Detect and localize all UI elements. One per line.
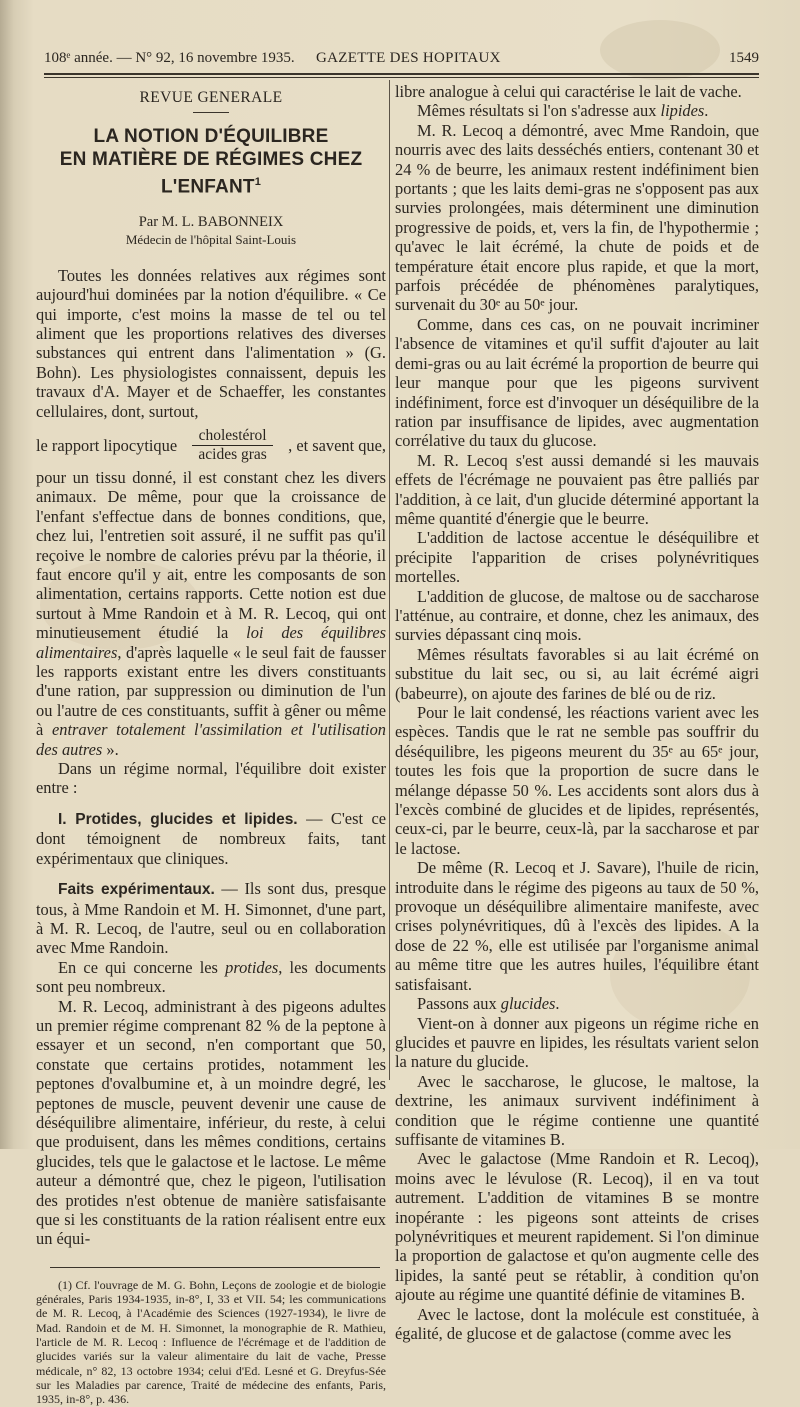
footnote-marker: 1 (254, 176, 262, 189)
lipocytic-ratio-line (36, 427, 386, 464)
running-header (44, 50, 759, 70)
footnote: (1) Cf. l'ouvrage de M. G. Bohn, Leçons de zoologie et de biologie générales, Paris 1934-1935, in-8°, I, 33 et VII. 54; les communications de M. R. Lecoq, à l'Académie des Sciences (1927-1934), le livre de Mad. Randoin et de M. H. Simonnet, la monographie de R. Mathieu, l'article de M. R. Lecoq : Influence de l'écrémage et de l'addition de glucides variés sur la valeur alimentaire du lait de vache, Presse médicale, n° 82, 13 octobre 1934; celui d'Ed. Lesné et G. Dreyfus-Sée sur les Maladies par carence, Traité de médecine des enfants, Paris, 1935, in-8°, p. 436. (36, 1277, 386, 1407)
paragraph: M. R. Lecoq, administrant à des pigeons adultes un premier régime comprenant 82 % de la peptone à essayer et un second, n'en comportant que 50, constate que certains protides, notamment les peptones d'ovalbumine et, à un moindre degré, les peptones de muscle, peuvent devenir une cause de déséquilibre alimentaire, inférieur, du reste, à celui que produisent, dans les mêmes conditions, certains glucides, tels que le galactose et le lactose. Le même auteur a démontré que, chez le pigeon, l'utilisation des protides n'est obtenue de manière satisfaisante que si les constituants de la ration réalisent entre eux un équi- (36, 996, 386, 1249)
emphasis: lipides (660, 101, 705, 121)
ratio-label: le rapport lipocytique (36, 435, 178, 455)
article-title (36, 125, 386, 198)
author-affiliation: Médecin de l'hôpital Saint-Louis (125, 231, 297, 247)
emphasis: loi des équilibres alimentaires (36, 623, 386, 662)
fraction-numerator: cholestérol (198, 426, 267, 444)
header-rule-thin (44, 77, 759, 78)
paragraph: Pour le lait condensé, les réactions varient avec les espèces. Tandis que le rat ne semble pas souffrir du déséquilibre, les pigeons meurent du 35ᵉ au 65ᵉ jour, toutes les fois que la proportion de sucre dans le mélange dépasse 50 %. Les accidents sont alors dus à l'excès combiné de glucides et de lipides, représentés, ceux-ci, par le beurre, ceux-là, par la saccharose et par le lactose. (395, 703, 759, 858)
paragraph: Avec le saccharose, le glucose, le maltose, la dextrine, les animaux survivent indéfiniment à condition que le régime contienne une quantité suffisante de vitamines B. (395, 1071, 759, 1149)
section-rubric: REVUE GENERALE (139, 89, 283, 106)
paragraph: Avec le lactose, dont la molécule est constituée, à égalité, de glucose et de galactose (comme avec les (395, 1304, 759, 1343)
issue-info: 108ᵉ année. — N° 92, 16 novembre 1935. (44, 50, 295, 66)
paragraph: Comme, dans ces cas, on ne pouvait incriminer l'absence de vitamines et qu'il suffit d'ajouter au lait demi-gras ou au lait écrémé la proportion de beurre qui leur manque pour que les pigeons survivent indéfiniment, force est d'invoquer un déséquilibre de la ration par insuffisance de lipides, avec augmentation corrélative du taux du glucose. (395, 314, 759, 451)
spacer (36, 868, 386, 879)
title-line-2 (36, 148, 386, 198)
paragraph: De même (R. Lecoq et J. Savare), l'huile de ricin, introduite dans le régime des pigeons au taux de 50 %, provoque un déséquilibre alimentaire manifeste, avec crises polynévritiques, dû à l'excès des lipides. A la dose de 22 %, elle est utilisée par l'organisme animal au même titre que les autres huiles, l'équilibre étant satisfaisant. (395, 858, 759, 994)
paragraph: L'addition de lactose accentue le déséquilibre et précipite l'apparition de crises polynévritiques mortelles. (395, 528, 759, 587)
paragraph: Vient-on à donner aux pigeons un régime riche en glucides et pauvre en lipides, les résultats varient selon la nature du glucide. (395, 1013, 759, 1072)
subsection-paragraph: Faits expérimentaux. — Ils sont dus, presque tous, à Mme Randoin et M. H. Simonnet, d'une part, à M. R. Lecoq, de l'autre, seul ou en collaboration avec Mme Randoin. (36, 879, 386, 958)
left-column (36, 82, 386, 1407)
paragraph: M. R. Lecoq a démontré, avec Mme Randoin, que nourris avec des laits desséchés entiers, contenant 30 et 24 % de beurre, les animaux restent indéfiniment bien portants ; que les laits demi-gras ne s'opposent pas aux survies prolongées, mais déterminent une diminution progressive de poids, et, vers la fin, de l'hypothermie ; qu'avec le lait écrémé, la chute de poids et de température était encore plus rapide, et que la mort, parfois précédée de phénomènes paralytiques, survenait du 30ᵉ au 50ᵉ jour. (395, 120, 759, 315)
emphasis: protides (225, 957, 279, 977)
title-line: LA NOTION D'ÉQUILIBRE (93, 126, 329, 148)
paragraph: Toutes les données relatives aux régimes sont aujourd'hui dominées par la notion d'équilibre. « Ce qui importe, c'est moins la masse de tel ou tel aliment que les proportions relatives des diverses substances qui entrent dans l'alimentation » (G. Bohn). Les physiologistes connaissent, depuis les travaux d'A. Mayer et de Schaeffer, les constantes cellulaires, dont, surtout, (36, 265, 386, 421)
paragraph: Mêmes résultats si l'on s'adresse aux lipides. (417, 101, 709, 121)
footnote-rule (50, 1267, 380, 1268)
header-rule-thick (44, 73, 759, 75)
paragraph: Passons aux glucides. (417, 994, 560, 1014)
page-number: 1549 (729, 50, 759, 66)
title-line: EN MATIÈRE DE RÉGIMES CHEZ L'ENFANT (59, 149, 363, 198)
fraction-denominator: acides gras (192, 445, 272, 464)
paragraph: libre analogue à celui qui caractérise le lait de vache. (395, 82, 742, 101)
emphasis: entraver totalement l'assimilation et l'utilisation des autres (36, 720, 386, 759)
lipocytic-fraction (192, 427, 272, 464)
author-byline: Par M. L. BABONNEIX (138, 213, 284, 230)
column-divider (389, 80, 390, 1080)
paragraph: Mêmes résultats favorables si au lait écrémé on substitue du lait sec, ou si, au lait écrémé aigri (babeurre), on ajoute des farines de blé ou de riz. (395, 644, 759, 703)
emphasis: glucides (500, 994, 556, 1014)
ratio-tail: , et savent que, (288, 435, 386, 455)
paragraph: M. R. Lecoq s'est aussi demandé si les mauvais effets de l'écrémage ne pouvaient pas être palliés par l'addition, à ce lait, d'un glucide déterminé apportant la même quantité d'énergie que le beurre. (395, 450, 759, 528)
section-heading: I. Protides, glucides et lipides. (58, 810, 298, 828)
rubric-rule (193, 112, 229, 113)
spacer (36, 798, 386, 809)
right-column (395, 82, 759, 1343)
journal-title: GAZETTE DES HOPITAUX (316, 50, 501, 66)
paragraph: En ce qui concerne les protides, les documents sont peu nombreux. (36, 957, 386, 997)
paragraph: Avec le galactose (Mme Randoin et R. Lecoq), moins avec le lévulose (R. Lecoq), il en va tout autrement. L'addition de vitamines B se montre inopérante : les pigeons sont atteints de crises polynévritiques et meurent rapidement. Si l'on diminue la proportion de galactose et qu'on augmente celle des lipides, la santé peut se rétablir, à condition qu'on ajoute au régime une quantité définie de vitamines B. (395, 1149, 759, 1305)
section-paragraph: I. Protides, glucides et lipides. — C'est ce dont témoignent de nombreux faits, tant expérimentaux que cliniques. (36, 808, 386, 868)
paragraph: L'addition de glucose, de maltose ou de saccharose l'atténue, au contraire, et donne, chez les animaux, des survies dépassant cinq mois. (395, 586, 759, 645)
paragraph: pour un tissu donné, il est constant chez les divers animaux. De même, pour que la croissance de l'enfant s'effectue dans de bonnes conditions, que, chez lui, l'entretien soit assuré, il ne suffit pas qu'il reçoive le nombre de calories prévu par la théorie, il faut encore qu'il y ait, entre les composants de son alimentation, certains rapports. Cette notion est due surtout à Mme Randoin et à M. R. Lecoq, qui ont minutieusement étudié la loi des équilibres alimentaires, d'après laquelle « le seul fait de fausser les rapports existant entre les divers constituants d'une ration, par suppression ou diminution de l'un ou l'autre de ces constituants, suffit à gêner ou même à entraver totalement l'assimilation et l'utilisation des autres ». (36, 467, 386, 759)
subsection-heading: Faits expérimentaux. (58, 881, 215, 899)
paragraph: Dans un régime normal, l'équilibre doit exister entre : (36, 759, 386, 798)
